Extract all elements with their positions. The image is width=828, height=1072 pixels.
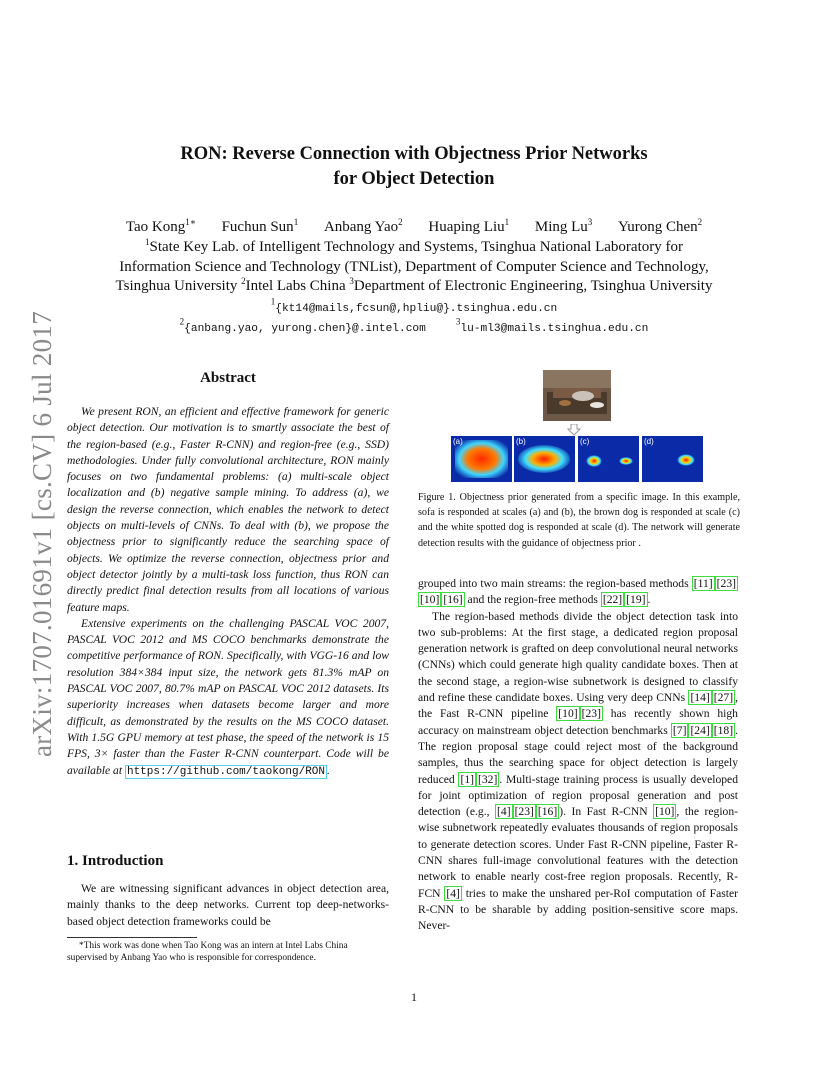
panel-label-a: (a) bbox=[453, 437, 463, 446]
citation-link[interactable]: [4] bbox=[446, 886, 460, 900]
author: Fuchun Sun$^1$ bbox=[221, 217, 299, 235]
citation-link[interactable]: [16] bbox=[537, 805, 558, 819]
title-line-1: RON: Reverse Connection with Objectness Prior Networks bbox=[180, 144, 648, 164]
citation-link[interactable]: [27] bbox=[713, 691, 734, 705]
heatmap-d bbox=[642, 436, 703, 482]
panel-label-d: (d) bbox=[644, 437, 654, 446]
abstract-heading: Abstract bbox=[200, 370, 256, 386]
citation-link[interactable]: [1] bbox=[460, 772, 474, 786]
affiliations bbox=[0, 238, 828, 297]
footnote-rule bbox=[67, 937, 197, 938]
introduction-heading: 1. Introduction bbox=[67, 853, 164, 869]
affiliation-line: Information Science and Technology (TNList), Department of Computer Science and Technology, bbox=[119, 258, 709, 275]
citation-link[interactable]: [11] bbox=[693, 577, 713, 590]
code-link[interactable]: https://github.com/taokong/RON bbox=[126, 765, 326, 778]
heatmap-c bbox=[578, 436, 639, 482]
citation-link[interactable]: [23] bbox=[716, 577, 736, 590]
abstract-paragraph-1: We present RON, an efficient and effective framework for generic object detection. Our motivation is to smartly associate the best of the region-based (e.g., Faster R-CNN) and region-free (e.g., SSD) methodologies. Under fully convolutional architecture, RON mainly focuses on two fundamental problems: (a) multi-scale object localization and (b) negative sample mining. To address (a), we design the reverse connection, which enables the network to detect objects on multi-levels of CNNs. To deal with (b), we propose the objectness prior to significantly reduce the searching space of objects. We optimize the reverse connection, objectness prior and object detector jointly by a multi-task loss function, thus RON can directly predict final detection results from all locations of various feature maps. bbox=[67, 405, 389, 614]
citation-link[interactable]: [7] bbox=[672, 723, 687, 737]
figure-input-photo bbox=[543, 370, 611, 421]
citation-link[interactable]: [19] bbox=[626, 593, 646, 607]
author: Ming Lu$^3$ bbox=[534, 217, 593, 235]
author: Huaping Liu$^1$ bbox=[428, 217, 510, 235]
citation-link[interactable]: [23] bbox=[581, 707, 601, 721]
abstract-body bbox=[67, 404, 389, 780]
citation-link[interactable]: [4] bbox=[497, 805, 511, 819]
citation-link[interactable]: [24] bbox=[690, 723, 710, 737]
affiliation-line: Tsinghua University $^2$Intel Labs China $^3$Department of Electronic Engineering, Tsinghua University bbox=[115, 276, 713, 294]
email-line-2: $^2${anbang.yao, yurong.chen}@.intel.com$^3$lu-ml3@mails.tsinghua.edu.cn bbox=[179, 316, 649, 335]
figure-caption: Figure 1. Objectness prior generated from a specific image. In this example, sofa is responded at scales (a) and (b), the brown dog is responded at scale (c) and the white spotted dog is responded at scale (d). The network will generate detection results with the guidance of objectness prior . bbox=[418, 492, 740, 549]
email-line-1: $^1${kt14@mails,fcsun@,hpliu@}.tsinghua.edu.cn bbox=[270, 296, 558, 315]
author: Anbang Yao$^2$ bbox=[323, 217, 403, 235]
panel-label-b: (b) bbox=[516, 437, 526, 446]
author-list bbox=[0, 218, 828, 238]
affiliation-line: $^1$State Key Lab. of Intelligent Technology and Systems, Tsinghua National Laboratory for bbox=[145, 237, 683, 255]
citation-link[interactable]: [16] bbox=[443, 593, 463, 607]
introduction-paragraph: We are witnessing significant advances in object detection area, mainly thanks to the deep networks. Current top deep-networks-based object detection frameworks could be bbox=[67, 882, 389, 928]
author: Tao Kong$^{1∗}$ bbox=[125, 217, 196, 235]
right-column-body bbox=[418, 576, 738, 935]
citation-link[interactable]: [23] bbox=[514, 805, 534, 819]
page-number: 1 bbox=[411, 990, 417, 1004]
body-paragraph-1: grouped into two main streams: the region-based methods [11] [23][10] [16] and the region-free methods [22] [19] . bbox=[418, 577, 736, 607]
citation-link[interactable]: [18] bbox=[713, 723, 734, 737]
citation-link[interactable]: [10] bbox=[558, 707, 578, 721]
introduction-body bbox=[67, 881, 389, 930]
citation-link[interactable]: [32] bbox=[478, 772, 498, 786]
abstract-paragraph-2: Extensive experiments on the challenging PASCAL VOC 2007, PASCAL VOC 2012 and MS COCO benchmarks demonstrate the competitive performance of RON. Specifically, with VGG-16 and low resolution 384×384 input size, the network gets 81.3% mAP on PASCAL VOC 2007, 80.7% mAP on PASCAL VOC 2012 datasets. Its superiority increases when datasets become larger and more difficult, as demonstrated by the results on the MS COCO dataset. With 1.5G GPU memory at test phase, the speed of the network is 15 FPS, 3× faster than the Faster R-CNN counterpart. Code will be available at https://github.com/taokong/RON . bbox=[67, 616, 389, 778]
body-paragraph-2: The region-based methods divide the object detection task into two sub-problems: At the first stage, a dedicated region proposal generation network is grafted on deep convolutional neural networks (CNNs) which could generate high quality candidate boxes. Then at the second stage, a region-wise subnetwork is designed to classify and refine these candidate boxes. Using very deep CNNs [14] [27] , the Fast R-CNN pipeline [10] [23] has recently shown high accuracy on mainstream object detection benchmarks [7] [24] [18] . The region proposal stage could reject most of the background samples, thus the searching space for object detection is largely reduced [1] [32] . Multi-stage training process is usually developed for joint optimization of region proposal generation and post detection (e.g., [4] [23] [16] ). In Fast R-CNN [10] , the region-wise subnetwork repeatedly evaluates thousands of region proposals to generate detection scores. Under Fast R-CNN pipeline, Faster R-CNN shares full-image convolutional features with the detection network to enable nearly cost-free region proposals. Recently, R-FCN [4] tries to make the unshared per-RoI computation of Faster R-CNN to be sharable by adding position-sensitive score maps. Never- bbox=[418, 609, 739, 933]
citation-link[interactable]: [22] bbox=[602, 593, 623, 607]
citation-link[interactable]: [10] bbox=[420, 593, 440, 607]
heatmap-a bbox=[451, 436, 512, 482]
panel-label-c: (c) bbox=[580, 437, 590, 446]
down-arrow-icon bbox=[567, 423, 581, 435]
title-line-2: for Object Detection bbox=[333, 169, 495, 189]
citation-link[interactable]: [10] bbox=[655, 805, 675, 819]
author: Yurong Chen$^2$ bbox=[618, 217, 703, 235]
footnote: *This work was done when Tao Kong was an intern at Intel Labs China supervised by Anbang Yao who is responsible for correspondence. bbox=[67, 941, 348, 963]
heatmap-b bbox=[514, 436, 575, 482]
citation-link[interactable]: [14] bbox=[690, 691, 710, 705]
paper-title bbox=[0, 142, 828, 192]
arxiv-watermark: arXiv:1707.01691v1 [cs.CV] 6 Jul 2017 bbox=[27, 310, 57, 758]
